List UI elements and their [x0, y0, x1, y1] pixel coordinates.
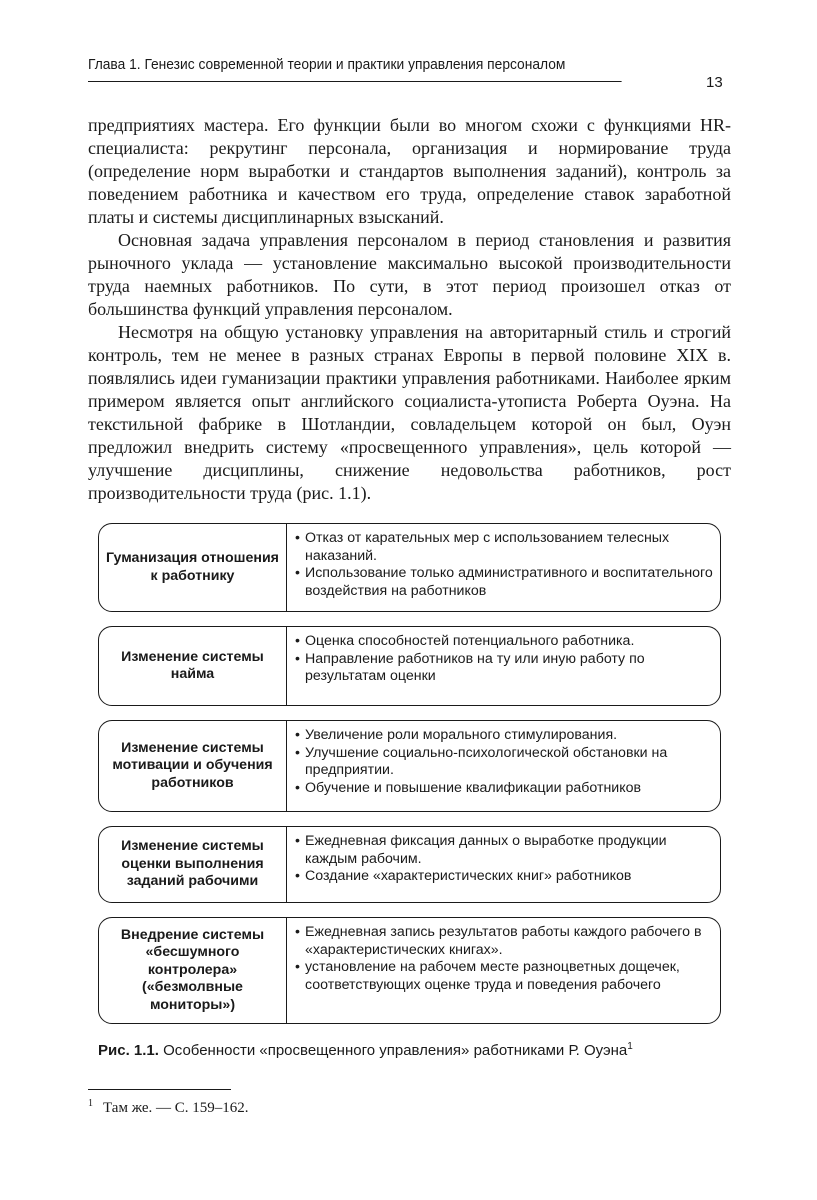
paragraph-1: предприятиях мастера. Его функции были во многом схожи с функциями HR-специалиста: рекрутинг персонала, организация и нормирование труда (определение норм выработки и стандартов выполнения заданий), контроль за поведением работника и качеством его труда, определение ставок заработной платы и системы дисциплинарных взысканий.	[88, 115, 731, 227]
footnote-text: Там же. — С. 159–162.	[103, 1100, 249, 1116]
diagram-row-evaluation	[98, 826, 721, 903]
footnote-mark: 1	[88, 1098, 93, 1109]
row-item: • Ежедневная фиксация данных о выработке продукции каждым рабочим.	[295, 833, 716, 868]
row-item: • Использование только административного и воспитательного воздействия на работников	[295, 565, 716, 600]
caption-footnote-mark: 1	[627, 1041, 633, 1052]
row-item: • Отказ от карательных мер с использованием телесных наказаний.	[295, 530, 716, 565]
row-title: Изменение системы оценки выполнения заданий рабочими	[99, 827, 287, 902]
row-items	[287, 721, 720, 811]
figure-diagram	[98, 523, 721, 1024]
footnote-divider	[88, 1089, 231, 1090]
row-item: • Улучшение социально-психологической обстановки на предприятии.	[295, 745, 716, 780]
row-item: • Обучение и повышение квалификации работников	[295, 780, 716, 798]
row-item: • Оценка способностей потенциального работника.	[295, 633, 716, 651]
row-item: • установление на рабочем месте разноцветных дощечек, соответствующих оценке труда и поведения рабочего	[295, 959, 716, 994]
diagram-row-silent-monitor	[98, 917, 721, 1024]
footnote	[88, 1098, 249, 1117]
row-item: • Создание «характеристических книг» работников	[295, 868, 716, 886]
running-header: Глава 1. Генезис современной теории и практики управления персоналом	[88, 56, 622, 82]
row-item: • Ежедневная запись результатов работы каждого рабочего в «характеристических книгах».	[295, 924, 716, 959]
row-items	[287, 524, 720, 611]
diagram-row-motivation	[98, 720, 721, 812]
row-item: • Направление работников на ту или иную работу по результатам оценки	[295, 651, 716, 686]
page-number: 13	[706, 74, 723, 91]
caption-text: Особенности «просвещенного управления» работниками Р. Оуэна	[158, 1042, 628, 1059]
row-items	[287, 827, 720, 902]
row-item: • Увеличение роли морального стимулирования.	[295, 727, 716, 745]
row-title: Изменение системы мотивации и обучения работников	[99, 721, 287, 811]
paragraph-3: Несмотря на общую установку управления на авторитарный стиль и строгий контроль, тем не менее в разных странах Европы в первой половине XIX в. появлялись идеи гуманизации практики управления работниками. Наиболее ярким примером является опыт английского социалиста-утописта Роберта Оуэна. На текстильной фабрике в Шотландии, совладельцем которой он был, Оуэн предложил внедрить систему «просвещенного управления», цель которой — улучшение дисциплины, снижение недовольства работников, рост производительности труда (рис. 1.1).	[88, 322, 731, 503]
body-text	[88, 114, 731, 505]
diagram-row-hiring	[98, 626, 721, 706]
row-items	[287, 627, 720, 705]
caption-label: Рис. 1.1.	[98, 1042, 159, 1059]
row-title: Гуманизация отношения к работнику	[99, 524, 287, 611]
row-title: Внедрение системы «бесшумного контролера» («безмолвные мониторы»)	[99, 918, 287, 1023]
row-items	[287, 918, 720, 1023]
row-title: Изменение системы найма	[99, 627, 287, 705]
paragraph-2: Основная задача управления персоналом в период становления и развития рыночного уклада — установление максимально высокой производительности труда наемных работников. По сути, в этот период произошел отказ от большинства функций управления персоналом.	[88, 230, 731, 319]
diagram-row-humanization	[98, 523, 721, 612]
figure-caption	[98, 1042, 738, 1059]
